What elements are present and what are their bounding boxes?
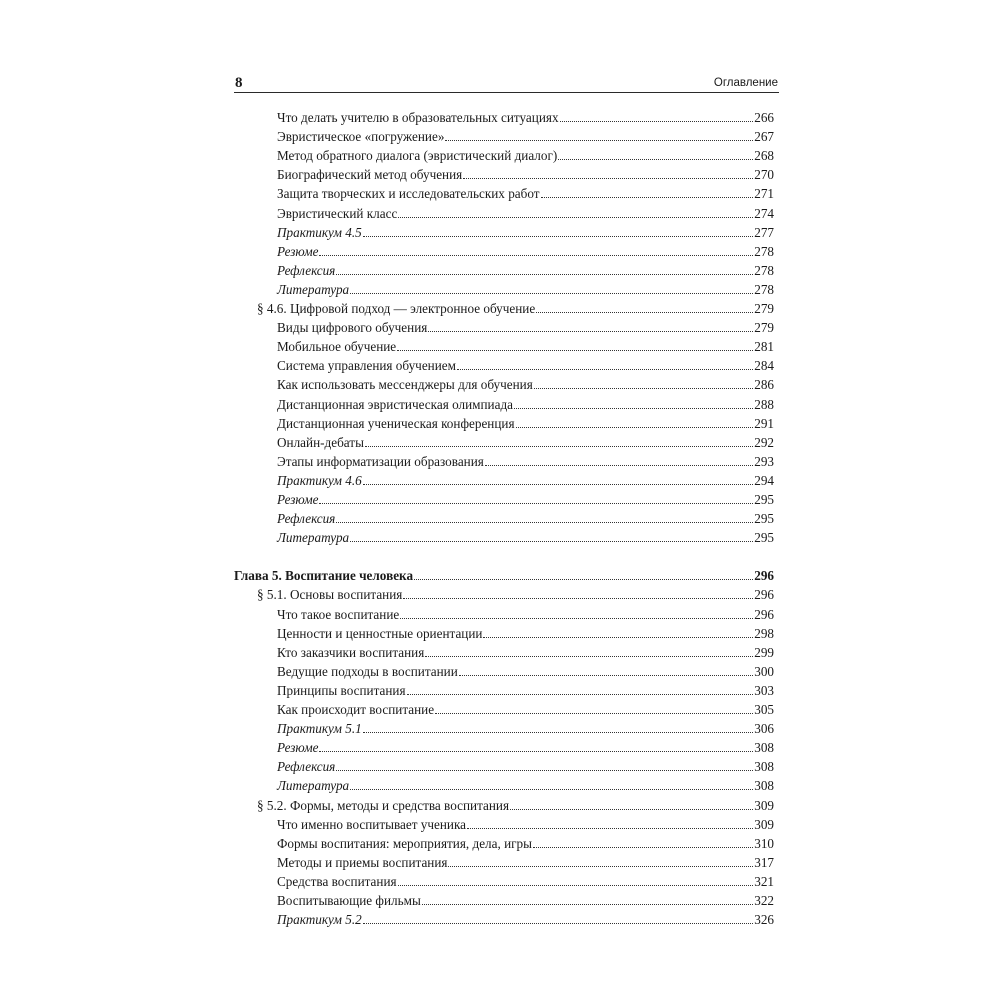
toc-entry-page: 326 <box>754 912 774 928</box>
toc-entry-page: 305 <box>754 702 774 717</box>
toc-entry-page: 308 <box>754 759 774 775</box>
toc-entry-page: 300 <box>754 663 774 679</box>
toc-chapter-entry <box>234 566 774 585</box>
toc-entry <box>277 204 774 223</box>
toc-entry-page: 279 <box>754 320 774 336</box>
toc-entry-title: Дистанционная эвристическая олимпиада <box>277 396 514 412</box>
toc-entry-page: 296 <box>754 568 774 584</box>
toc-entry-title: Принципы воспитания <box>277 682 406 698</box>
toc-entry-page: 310 <box>754 835 774 851</box>
toc-entry <box>277 910 774 929</box>
toc-entry-title: Защита творческих и исследовательских работ <box>277 186 540 202</box>
dot-leader <box>350 293 753 294</box>
toc-section-entry <box>257 299 774 318</box>
dot-leader <box>516 427 754 428</box>
running-head: Оглавление <box>713 77 778 89</box>
toc-entry-page: 298 <box>754 625 774 641</box>
toc-entry-page: 278 <box>754 262 774 278</box>
dot-leader <box>467 828 753 829</box>
dot-leader <box>336 770 753 771</box>
dot-leader <box>398 217 753 218</box>
dot-leader <box>533 847 753 848</box>
toc-entry-page: 306 <box>754 721 774 737</box>
toc-entry <box>277 127 774 146</box>
toc-entry <box>277 643 774 662</box>
dot-leader <box>363 236 754 237</box>
toc-entry <box>277 452 774 471</box>
dot-leader <box>319 503 753 504</box>
toc-entry <box>277 165 774 184</box>
dot-leader <box>319 255 753 256</box>
toc-entry-page: 303 <box>754 682 774 698</box>
toc-entry-page: 299 <box>754 644 774 660</box>
dot-leader <box>400 618 753 619</box>
toc-entry <box>277 146 774 165</box>
dot-leader <box>319 751 753 752</box>
toc-entry-title: Система управления обучением <box>277 358 456 374</box>
toc-entry <box>277 624 774 643</box>
dot-leader <box>422 904 753 905</box>
toc-entry-page: 308 <box>754 740 774 756</box>
toc-entry-title: Литература <box>277 530 350 546</box>
toc-entry <box>277 719 774 738</box>
toc-entry <box>277 108 774 127</box>
toc-entry-title: § 5.1. Основы воспитания <box>257 587 403 603</box>
dot-leader <box>350 541 753 542</box>
toc-entry <box>277 776 774 795</box>
dot-leader <box>350 789 753 790</box>
toc-entry-page: 309 <box>754 797 774 813</box>
toc-entry-title: Резюме <box>277 740 319 756</box>
toc-entry-page: 291 <box>754 415 774 431</box>
toc-entry-title: Формы воспитания: мероприятия, дела, игры <box>277 835 533 851</box>
toc-entry-title: Этапы информатизации образования <box>277 453 484 469</box>
toc-entry-page: 294 <box>754 472 774 488</box>
toc-entry-page: 266 <box>754 110 774 125</box>
toc-entry-page: 293 <box>754 453 774 469</box>
toc-entry <box>277 834 774 853</box>
toc-entry-page: 278 <box>754 281 774 297</box>
toc-entry-title: § 5.2. Формы, методы и средства воспитания <box>257 797 510 813</box>
toc-entry <box>277 318 774 337</box>
toc-entry <box>277 490 774 509</box>
toc-entry-title: Резюме <box>277 492 319 507</box>
dot-leader <box>560 121 754 122</box>
toc-entry <box>277 223 774 242</box>
toc-entry-title: Ценности и ценностные ориентации <box>277 625 483 641</box>
dot-leader <box>365 446 753 447</box>
toc-entry-title: Практикум 5.1 <box>277 721 362 737</box>
toc-entry-page: 296 <box>754 587 774 603</box>
toc-entry-page: 277 <box>754 224 774 240</box>
toc-entry-title: Ведущие подходы в воспитании <box>277 663 458 679</box>
toc-entry-page: 288 <box>754 396 774 412</box>
toc-entry-title: Практикум 4.5 <box>277 224 362 240</box>
dot-leader <box>336 522 753 523</box>
toc-entry-page: 295 <box>754 511 774 527</box>
toc-entry <box>277 605 774 624</box>
dot-leader <box>534 388 753 389</box>
dot-leader <box>514 408 753 409</box>
toc-entry-page: 295 <box>754 492 774 507</box>
dot-leader <box>336 274 753 275</box>
toc-entry-title: Практикум 4.6 <box>277 472 362 488</box>
toc-entry-page: 309 <box>754 816 774 832</box>
dot-leader <box>448 866 753 867</box>
toc-entry <box>277 700 774 719</box>
toc-entry <box>277 528 774 547</box>
toc-entry <box>277 280 774 299</box>
toc-section-entry <box>257 585 774 604</box>
toc-entry-title: Кто заказчики воспитания <box>277 644 425 660</box>
toc-entry-title: Метод обратного диалога (эвристический диалог) <box>277 148 558 164</box>
dot-leader <box>445 140 753 141</box>
toc-entry-title: Воспитывающие фильмы <box>277 893 421 908</box>
toc-entry-page: 284 <box>754 358 774 374</box>
toc-entry <box>277 509 774 528</box>
toc-entry <box>277 853 774 872</box>
toc-entry-title: Литература <box>277 281 350 297</box>
toc-entry-title: Дистанционная ученическая конференция <box>277 415 515 431</box>
toc-entry-title: Что такое воспитание <box>277 606 400 622</box>
toc-entry-page: 278 <box>754 243 774 259</box>
dot-leader <box>403 598 753 599</box>
toc-entry-page: 267 <box>754 129 774 145</box>
dot-leader <box>435 713 753 714</box>
toc-entry-page: 279 <box>754 301 774 316</box>
toc-entry-page: 281 <box>754 339 774 355</box>
toc-entry <box>277 242 774 261</box>
toc-entry-title: Резюме <box>277 243 319 259</box>
toc-entry <box>277 184 774 203</box>
toc-entry-title: Литература <box>277 778 350 794</box>
dot-leader <box>363 923 754 924</box>
toc-entry <box>277 337 774 356</box>
page-number: 8 <box>235 75 243 91</box>
toc-entry-page: 296 <box>754 606 774 622</box>
toc-entry-title: Рефлексия <box>277 262 336 278</box>
dot-leader <box>398 885 754 886</box>
dot-leader <box>414 579 753 580</box>
toc-entry-page: 322 <box>754 893 774 908</box>
dot-leader <box>363 484 754 485</box>
toc-entry <box>277 815 774 834</box>
toc-entry-title: Что именно воспитывает ученика <box>277 816 467 832</box>
dot-leader <box>485 465 753 466</box>
dot-leader <box>483 637 753 638</box>
toc-entry-title: Методы и приемы воспитания <box>277 854 448 870</box>
toc-entry-page: 268 <box>754 148 774 164</box>
dot-leader <box>407 694 754 695</box>
dot-leader <box>536 312 753 313</box>
toc-entry <box>277 261 774 280</box>
toc-entry <box>277 681 774 700</box>
toc-entry-title: Виды цифрового обучения <box>277 320 428 336</box>
toc-entry <box>277 356 774 375</box>
dot-leader <box>363 732 754 733</box>
toc-entry <box>277 891 774 910</box>
dot-leader <box>459 675 753 676</box>
toc-entry-page: 295 <box>754 530 774 546</box>
toc-entry <box>277 471 774 490</box>
toc-entry <box>277 414 774 433</box>
toc-entry-page: 317 <box>754 854 774 870</box>
toc-entry-title: Эвристический класс <box>277 205 398 221</box>
dot-leader <box>425 656 753 657</box>
toc-section-entry <box>257 796 774 815</box>
dot-leader <box>463 178 753 179</box>
toc-entry <box>277 662 774 681</box>
toc-entry-page: 274 <box>754 205 774 221</box>
dot-leader <box>428 331 753 332</box>
toc-entry-title: Глава 5. Воспитание человека <box>234 568 414 584</box>
toc-entry-title: Эвристическое «погружение» <box>277 129 445 145</box>
toc-entry-title: Онлайн-дебаты <box>277 434 364 450</box>
toc-entry <box>277 395 774 414</box>
toc-entry-title: Что делать учителю в образовательных ситуациях <box>277 110 559 125</box>
toc-entry-page: 270 <box>754 167 774 183</box>
toc-entry-title: Средства воспитания <box>277 873 397 889</box>
toc-entry-title: Как происходит воспитание <box>277 702 435 717</box>
dot-leader <box>558 159 753 160</box>
toc-entry-title: Как использовать мессенджеры для обучения <box>277 377 533 393</box>
toc-entry-page: 292 <box>754 434 774 450</box>
dot-leader <box>510 809 753 810</box>
toc-entry <box>277 872 774 891</box>
toc-entry-title: Рефлексия <box>277 511 336 527</box>
toc-entry-title: Биографический метод обучения <box>277 167 463 183</box>
toc-entry-title: Практикум 5.2 <box>277 912 362 928</box>
toc-entry-title: Рефлексия <box>277 759 336 775</box>
toc-entry-title: § 4.6. Цифровой подход — электронное обучение <box>257 301 536 316</box>
toc-entry-title: Мобильное обучение <box>277 339 397 355</box>
dot-leader <box>397 350 753 351</box>
toc-entry <box>277 433 774 452</box>
toc-entry-page: 308 <box>754 778 774 794</box>
dot-leader <box>541 197 754 198</box>
toc-entry-page: 286 <box>754 377 774 393</box>
toc-entry-page: 271 <box>754 186 774 202</box>
toc-entry-page: 321 <box>754 873 774 889</box>
toc-entry <box>277 757 774 776</box>
dot-leader <box>457 369 753 370</box>
toc-entry <box>277 738 774 757</box>
toc-entry <box>277 375 774 394</box>
